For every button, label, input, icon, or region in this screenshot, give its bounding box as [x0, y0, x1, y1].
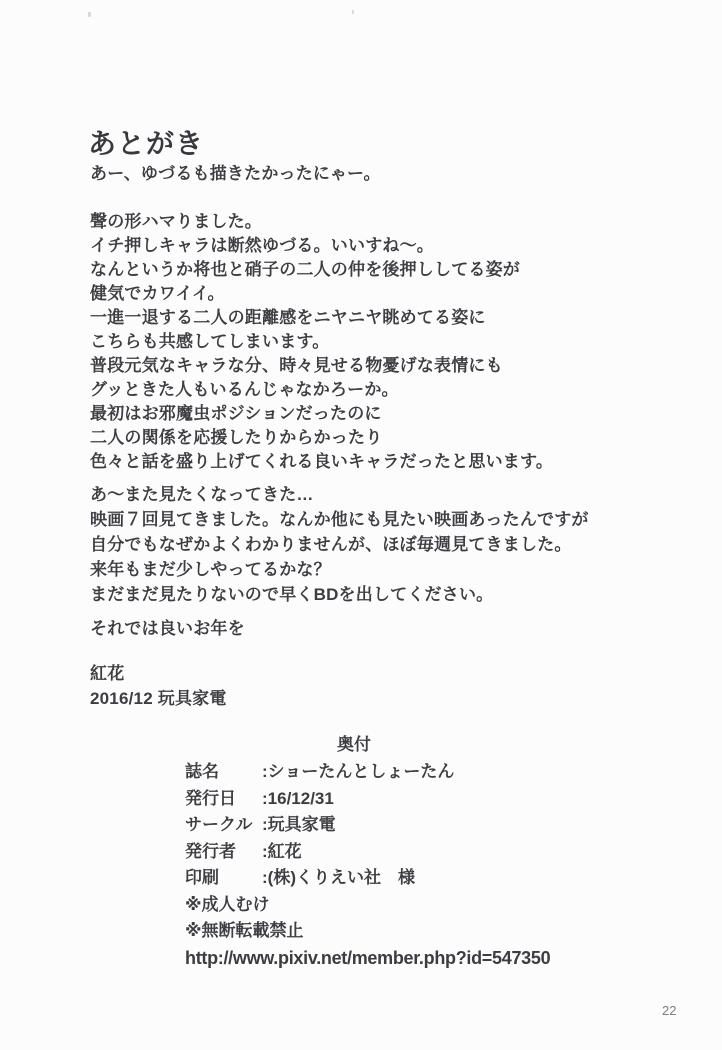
colophon-heading: 奥付 [337, 735, 371, 754]
afterword-line: なんというか将也と硝子の二人の仲を後押ししてる姿が [90, 260, 520, 279]
afterword-paragraph [90, 210, 553, 474]
pixiv-url: http://www.pixiv.net/member.php?id=547350 [185, 947, 551, 968]
colophon-label: 発行日 [185, 788, 236, 808]
author-name: 紅花 [90, 664, 125, 683]
afterword-line: 最初はお邪魔虫ポジションだったのに [90, 404, 382, 423]
afterword-line: グッときた人もいるんじゃなかろーか。 [90, 380, 399, 399]
afterword-line: 健気でカワイイ。 [90, 284, 225, 303]
colophon-row [185, 759, 585, 786]
colophon-label: 誌名 [185, 762, 219, 781]
page-number: 22 [662, 1003, 677, 1018]
afterword-line: 自分でもなぜかよくわかりませんが、ほぼ毎週見てきました。 [90, 535, 572, 554]
afterword-line: 一進一退する二人の距離感をニヤニヤ眺めてる姿に [90, 308, 486, 327]
afterword-line: 聲の形ハマりました。 [90, 212, 262, 231]
afterword-line: こちらも共感してしまいます。 [90, 332, 330, 351]
afterword-line: 二人の関係を応援したりからかったり [90, 428, 383, 447]
colophon-value: :ショーたんとしょーたん [262, 762, 455, 781]
afterword-line: イチ押しキャラは断然ゆづる。いいすね～。 [90, 236, 434, 255]
colophon-row [185, 839, 585, 866]
colophon-value: :16/12/31 [262, 788, 334, 808]
closing-greeting [90, 616, 245, 641]
colophon-value: :紅花 [262, 841, 302, 861]
afterword-line: それでは良いお年を [90, 619, 245, 638]
colophon-row [185, 812, 585, 839]
colophon-label: 発行者 [185, 841, 236, 861]
afterword-paragraph [90, 161, 381, 186]
page-title: あとがき [88, 127, 205, 159]
afterword-line: 来年もまだ少しやってるかな？ [90, 560, 331, 579]
colophon-label: サークル [185, 815, 253, 834]
afterword-line: 色々と話を盛り上げてくれる良いキャラだったと思います。 [90, 452, 554, 471]
no-reproduction-note: ※無断転載禁止 [185, 921, 304, 940]
date-circle-line: 2016/12 玩具家電 [90, 689, 227, 708]
colophon-row [185, 865, 585, 892]
colophon-value: :玩具家電 [262, 815, 336, 834]
afterword-line: 映画７回見てきました。なんか他にも見たい映画あったんですが [90, 510, 589, 529]
afterword-line: あ～また見たくなってきた… [90, 485, 314, 504]
afterword-paragraph [90, 482, 589, 607]
colophon-label: 印刷 [185, 868, 219, 887]
colophon [185, 731, 585, 971]
author-signature [90, 661, 227, 711]
afterword-line: あー、ゆづるも描きたかったにゃー。 [90, 164, 381, 183]
adult-content-note: ※成人むけ [185, 894, 270, 914]
scan-speck [352, 10, 354, 14]
colophon-value: :(株)くりえい社 様 [262, 868, 415, 887]
afterword-line: 普段元気なキャラな分、時々見せる物憂げな表情にも [90, 356, 503, 375]
colophon-row [185, 786, 585, 813]
afterword-line: まだまだ見たりないので早くBDを出してください。 [90, 585, 494, 604]
scan-speck [88, 12, 91, 17]
